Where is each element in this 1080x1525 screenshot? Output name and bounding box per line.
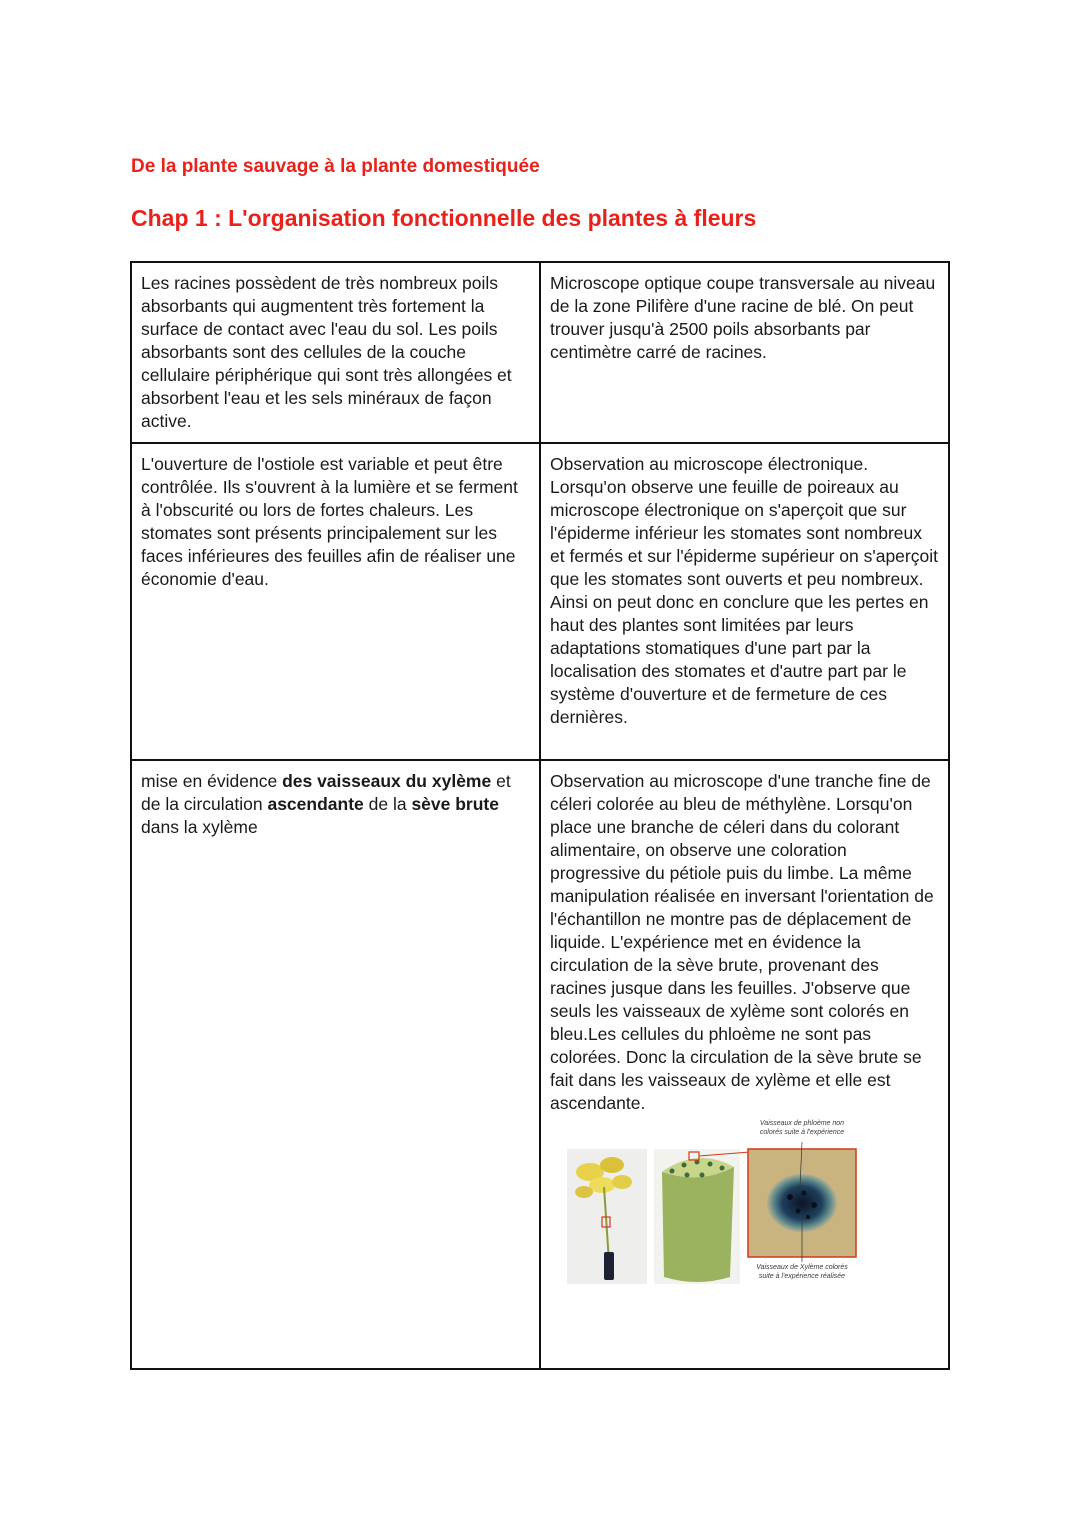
- text-run: et de la circulation: [141, 771, 511, 814]
- page-subtitle: De la plante sauvage à la plante domestiquée: [131, 156, 540, 177]
- page-title: Chap 1 : L'organisation fonctionnelle des plantes à fleurs: [131, 205, 757, 231]
- content-table: [130, 261, 950, 1370]
- text-run: de la: [363, 794, 412, 814]
- cell-roots-observation: [540, 262, 949, 443]
- cell-text: Observation au microscope électronique. Lorsqu'on observe une feuille de poireaux au microscope électronique on s'aperçoit que sur l'épiderme inférieur les stomates sont nombreux et fermés et sur l'épiderme supérieur on s'aperçoit que les stomates sont ouverts et peu nombreux. Ainsi on peut donc en conclure que les pertes en haut des plantes sont limitées par leurs adaptations stomatiques d'une part par la localisation des stomates et d'autre part par le système d'ouverture et de fermeture de ces dernières.: [550, 454, 938, 727]
- table-row: [131, 262, 949, 443]
- cell-text: Microscope optique coupe transversale au niveau de la zone Pilifère d'une racine de blé. On peut trouver jusqu'à 2500 poils absorbants par centimètre carré de racines.: [550, 273, 936, 362]
- xylem-caption: Vaisseaux de Xylème colorés suite à l'expérience réalisée: [756, 1264, 848, 1280]
- cell-stomata-description: [131, 443, 540, 760]
- cell-stomata-observation: [540, 443, 949, 760]
- text-run: mise en évidence: [141, 771, 283, 791]
- phloem-caption: Vaisseaux de phloème non colorés suite à l'expérience: [759, 1120, 845, 1136]
- cell-roots-description: [131, 262, 540, 443]
- cell-xylem-description: [131, 760, 540, 1369]
- cell-text: Les racines possèdent de très nombreux poils absorbants qui augmentent très fortement la surface de contact avec l'eau du sol. Les poils absorbants sont des cellules de la couche cellulaire périphérique qui sont très allongées et absorbent l'eau et les sels minéraux de façon active.: [141, 273, 512, 431]
- bold-run: des vaisseaux du xylème: [282, 771, 492, 791]
- bold-run: ascendante: [267, 794, 364, 814]
- cell-xylem-observation: [540, 760, 949, 1369]
- cell-text: [141, 770, 531, 839]
- celery-experiment-figure: [562, 1120, 862, 1287]
- table-row: [131, 443, 949, 760]
- text-run: dans la xylème: [141, 817, 258, 837]
- cell-text: Observation au microscope d'une tranche fine de céleri colorée au bleu de méthylène. Lorsqu'on place une branche de céleri dans du colorant alimentaire, on observe une coloration progressive du pétiole puis du limbe. La même manipulation réalisée en inversant l'orientation de l'échantillon ne montre pas de déplacement de liquide. L'expérience met en évidence la circulation de la sève brute, provenant des racines jusque dans les feuilles. J'observe que seuls les vaisseaux de xylème sont colorés en bleu.Les cellules du phloème ne sont pas colorées. Donc la circulation de la sève brute se fait dans les vaisseaux de xylème et elle est ascendante.: [550, 771, 934, 1113]
- bold-run: sève brute: [411, 794, 499, 814]
- cell-text: L'ouverture de l'ostiole est variable et peut être contrôlée. Ils s'ouvrent à la lumière et se ferment à l'obscurité ou lors de fortes chaleurs. Les stomates sont présents principalement sur les faces inférieures des feuilles afin de réaliser une économie d'eau.: [141, 454, 518, 589]
- table-row: [131, 760, 949, 1369]
